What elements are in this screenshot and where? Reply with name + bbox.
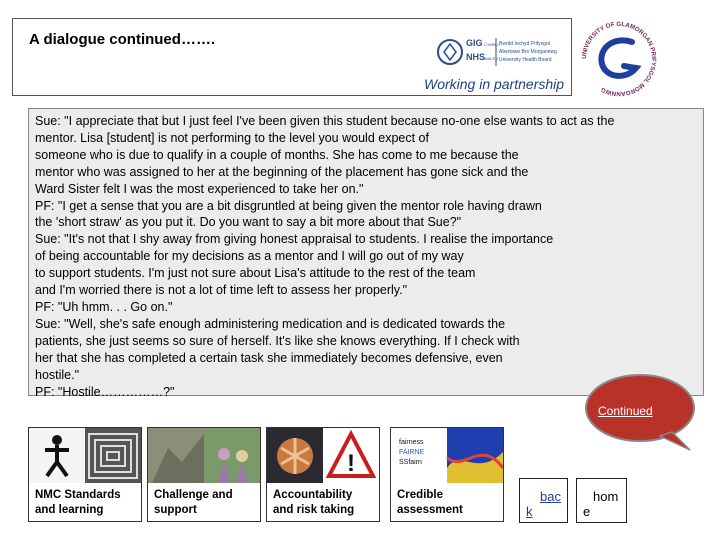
nhs-wales-logo [436, 34, 566, 70]
card-label: Challenge and support [154, 489, 233, 516]
dialogue-line: the 'short straw' as you put it. Do you want to say a bit more about that Sue?" [35, 215, 462, 230]
home-label-2[interactable]: e [583, 504, 591, 519]
nmc-standards-image [29, 428, 141, 483]
nhs-logo-nhs: NHS [466, 52, 486, 62]
accountability-and-risk-button[interactable] [266, 427, 380, 522]
partnership-caption: Working in partnership [424, 76, 565, 92]
dialogue-line: someone who is due to qualify in a couple of months. She has come to me because the [35, 147, 519, 162]
nhs-logo-cymru: CYMRU [484, 42, 499, 47]
dialogue-line: to support students. I'm just not sure about Lisa's attitude to the rest of the team [35, 266, 476, 281]
challenge-and-support-button[interactable] [147, 427, 261, 522]
dialogue-line: PF: "Hostile……………?" [35, 384, 175, 399]
home-label-1[interactable]: hom [593, 489, 619, 504]
dialogue-line: hostile." [35, 367, 80, 382]
svg-text:UNIVERSITY OF GLAMORGAN PRIFYS [581, 21, 657, 97]
dialogue-line: PF: "Uh hmm. . . Go on." [35, 299, 173, 314]
dialogue-line: mentor. Lisa [student] is not performing to the level you would expect of [35, 130, 429, 145]
dialogue-line: Sue: "I appreciate that but I just feel I've been given this student because no-one else wants to act as the [35, 114, 615, 128]
credible-assessment-button[interactable] [390, 427, 504, 522]
page-title: A dialogue continued……. [29, 31, 216, 48]
nhs-logo-line1: Bwrdd Iechyd Prifysgol [499, 41, 550, 47]
home-button[interactable] [576, 478, 627, 523]
dialogue-text-box [28, 108, 704, 399]
nhs-logo-wales: WALES [484, 56, 498, 61]
dialogue-line: Ward Sister felt I was the most experienced to take her on." [35, 181, 364, 196]
back-button[interactable] [519, 478, 568, 523]
card-label: Credible assessment [397, 489, 463, 516]
svg-text:FAIRNE: FAIRNE [399, 449, 425, 456]
back-label-2[interactable]: k [526, 504, 533, 519]
university-of-glamorgan-logo [574, 14, 664, 104]
dialogue-line: PF: "I get a sense that you are a bit disgruntled at being given the mentor role having drawn [35, 198, 542, 213]
accountability-image [267, 428, 379, 483]
dialogue-line: mentor who was assigned to her at the beginning of the placement has gone sick and the [35, 164, 529, 179]
challenge-support-image [148, 428, 260, 483]
credible-assessment-image [391, 428, 503, 483]
svg-text:!: ! [347, 450, 355, 477]
dialogue-line: Sue: "It's not that I shy away from giving honest appraisal to students. I realise the importance [35, 232, 554, 247]
dialogue-line: patients, she just seems so sure of herself. It's like she knows everything. If I check with [35, 333, 520, 348]
dialogue-line: and I'm worried there is not a lot of time left to assess her properly." [35, 283, 408, 298]
card-label: Accountability and risk taking [273, 489, 355, 516]
continued-link[interactable]: Continued [598, 404, 653, 418]
dialogue-line: her that she has completed a certain task she immediately becomes defensive, even [35, 350, 503, 365]
svg-text:fairness: fairness [399, 439, 424, 446]
back-label-1[interactable]: bac [540, 489, 561, 504]
dialogue-line: Sue: "Well, she's safe enough administering medication and is dedicated towards the [35, 316, 506, 331]
nhs-logo-line2: Abertawe Bro Morgannwg [499, 49, 557, 55]
svg-text:SSfairn: SSfairn [399, 459, 422, 466]
nhs-logo-line3: University Health Board [499, 57, 552, 63]
university-logo-ring-text: UNIVERSITY OF GLAMORGAN PRIFYSGOL MORGANNWG [580, 20, 658, 98]
nhs-logo-gig: GIG [466, 38, 483, 48]
card-label: NMC Standards and learning [35, 489, 121, 516]
nmc-standards-button[interactable] [28, 427, 142, 522]
dialogue-line: of being accountable for my decisions as a mentor and I will go out of my way [35, 249, 464, 264]
